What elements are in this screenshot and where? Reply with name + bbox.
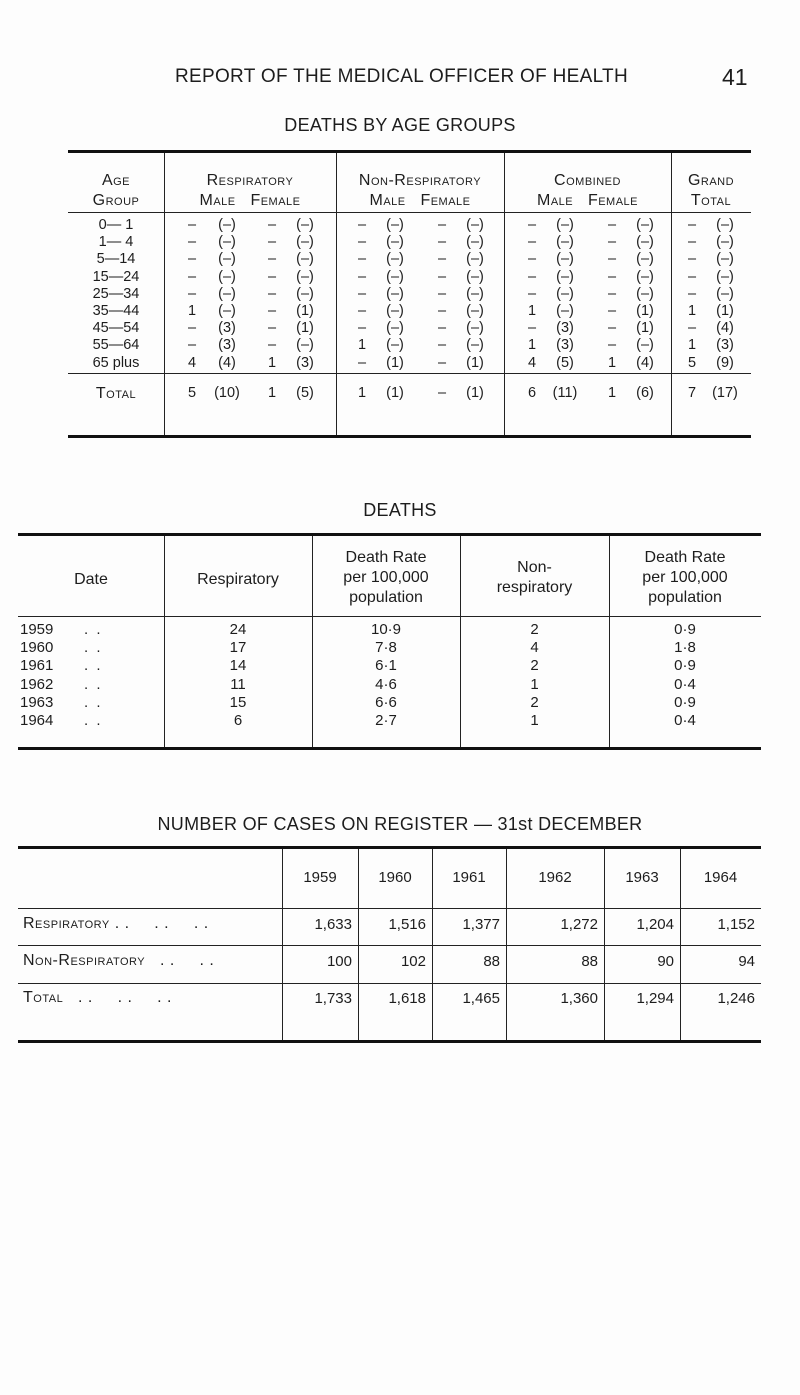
value-cell: 0·9 [674, 693, 696, 711]
count-cell: – [267, 337, 277, 354]
value-cell: 1,272 [560, 916, 598, 933]
previous-count-cell: (3) [716, 337, 734, 354]
previous-count-cell: (1) [636, 320, 654, 337]
value-cell: 1,465 [462, 990, 500, 1007]
year-header: 1963 [625, 869, 659, 886]
previous-count-cell: (–) [466, 337, 484, 354]
header-line: Respiratory [197, 571, 279, 588]
table-row [18, 657, 761, 676]
heading-deaths: DEATHS [363, 500, 437, 520]
table-row [68, 355, 751, 373]
previous-count-cell: (–) [218, 234, 236, 251]
count-cell: – [437, 234, 447, 251]
previous-count-cell: (–) [386, 285, 404, 302]
count-cell: – [607, 320, 617, 337]
count-cell: – [527, 268, 537, 285]
count-cell: 5 [187, 385, 197, 401]
previous-count-cell: (6) [636, 385, 654, 401]
previous-count-cell: (4) [636, 354, 654, 371]
count-cell: – [527, 217, 537, 233]
leader-dots: . . [84, 657, 103, 675]
count-cell: – [437, 320, 447, 337]
count-cell: 1 [607, 354, 617, 371]
row-label: Respiratory . . . . . . [23, 915, 209, 932]
count-cell: – [187, 320, 197, 337]
previous-count-cell: (–) [218, 268, 236, 285]
value-cell: 1,377 [462, 916, 500, 933]
table-row [68, 303, 751, 321]
count-cell: 4 [187, 354, 197, 371]
total-label: Total [95, 385, 137, 402]
year-cell: 1961 [20, 657, 54, 675]
previous-count-cell: (3) [218, 337, 236, 354]
value-cell: 1,294 [636, 990, 674, 1007]
value-cell: 6 [233, 712, 243, 729]
value-cell: 4·6 [375, 675, 397, 693]
cases-register-table [18, 846, 761, 1043]
table-row [68, 234, 751, 252]
leader-dots: . . [84, 639, 103, 657]
count-cell: – [267, 320, 277, 337]
count-cell: – [527, 234, 537, 251]
previous-count-cell: (–) [296, 217, 314, 233]
running-header [0, 66, 800, 96]
heading-deaths-by-age: DEATHS BY AGE GROUPS [284, 115, 516, 135]
count-cell: – [267, 217, 277, 233]
table-row [18, 676, 761, 695]
combined-header: Combined Male Female [536, 172, 639, 209]
heading-cases-register: NUMBER OF CASES ON REGISTER — 31st DECEMBER [157, 814, 643, 834]
column-header [18, 570, 164, 590]
value-cell: 1,204 [636, 916, 674, 933]
count-cell: 1 [267, 354, 277, 371]
count-cell: – [267, 234, 277, 251]
previous-count-cell: (3) [296, 354, 314, 371]
previous-count-cell: (–) [218, 303, 236, 319]
value-cell: 1,152 [717, 916, 755, 933]
count-cell: – [187, 234, 197, 251]
previous-count-cell: (–) [466, 268, 484, 285]
count-cell: – [607, 251, 617, 268]
year-cell: 1964 [20, 712, 54, 729]
value-cell: 15 [229, 693, 247, 711]
count-cell: 1 [527, 303, 537, 319]
previous-count-cell: (–) [716, 285, 734, 302]
previous-count-cell: (–) [296, 251, 314, 268]
previous-count-cell: (–) [636, 217, 654, 233]
value-cell: 0·4 [674, 712, 696, 729]
count-cell: – [357, 217, 367, 233]
count-cell: 1 [267, 385, 277, 401]
previous-count-cell: (–) [556, 268, 574, 285]
count-cell: – [267, 251, 277, 268]
value-cell: 0·4 [674, 675, 696, 693]
age-group-cell: 65 plus [92, 354, 140, 371]
value-cell: 0·9 [674, 657, 696, 675]
count-cell: – [267, 268, 277, 285]
value-cell: 1,733 [314, 990, 352, 1007]
value-cell: 88 [581, 953, 598, 970]
previous-count-cell: (–) [386, 337, 404, 354]
value-cell: 94 [738, 953, 755, 970]
table-row [68, 286, 751, 304]
count-cell: – [437, 268, 447, 285]
header-line: population [349, 589, 423, 606]
value-cell: 6·1 [375, 657, 397, 675]
count-cell: – [437, 385, 447, 401]
count-cell: 1 [607, 385, 617, 401]
previous-count-cell: (3) [218, 320, 236, 337]
previous-count-cell: (1) [296, 320, 314, 337]
value-cell: 10·9 [370, 621, 402, 638]
count-cell: – [357, 320, 367, 337]
count-cell: 6 [527, 385, 537, 401]
non-respiratory-header: Non-Respiratory Male Female [358, 172, 482, 209]
previous-count-cell: (1) [636, 303, 654, 319]
previous-count-cell: (–) [556, 303, 574, 319]
previous-count-cell: (–) [466, 285, 484, 302]
previous-count-cell: (1) [296, 303, 314, 319]
count-cell: – [687, 251, 697, 268]
age-group-cell: 55—64 [92, 337, 140, 354]
previous-count-cell: (–) [296, 268, 314, 285]
value-cell: 2 [530, 693, 539, 711]
previous-count-cell: (–) [466, 234, 484, 251]
count-cell: – [187, 285, 197, 302]
count-cell: – [437, 217, 447, 233]
previous-count-cell: (5) [556, 354, 574, 371]
previous-count-cell: (–) [296, 234, 314, 251]
page-number: 41 [722, 64, 748, 90]
previous-count-cell: (–) [218, 251, 236, 268]
value-cell: 14 [229, 657, 247, 675]
count-cell: – [437, 303, 447, 319]
table-row [68, 251, 751, 269]
count-cell: – [607, 234, 617, 251]
year-cell: 1962 [20, 675, 54, 693]
deaths-by-age-table [68, 150, 751, 438]
previous-count-cell: (–) [386, 217, 404, 233]
count-cell: – [527, 320, 537, 337]
previous-count-cell: (–) [636, 337, 654, 354]
previous-count-cell: (–) [386, 251, 404, 268]
column-header [609, 548, 761, 608]
count-cell: – [687, 285, 697, 302]
count-cell: – [437, 251, 447, 268]
count-cell: – [437, 285, 447, 302]
previous-count-cell: (–) [636, 234, 654, 251]
age-group-cell: 15—24 [92, 268, 140, 285]
value-cell: 1 [530, 712, 539, 729]
value-cell: 88 [483, 953, 500, 970]
age-group-header: Age Group [92, 172, 140, 209]
count-cell: – [607, 217, 617, 233]
previous-count-cell: (1) [466, 385, 484, 401]
previous-count-cell: (11) [552, 385, 578, 401]
previous-count-cell: (–) [716, 251, 734, 268]
table-row [18, 621, 761, 640]
row-label: Total . . . . . . [23, 989, 172, 1006]
value-cell: 17 [229, 639, 247, 657]
table-row [68, 320, 751, 338]
count-cell: – [187, 251, 197, 268]
count-cell: – [357, 268, 367, 285]
age-group-cell: 35—44 [92, 303, 140, 319]
value-cell: 24 [229, 621, 247, 638]
table-row [68, 217, 751, 235]
column-header [312, 548, 460, 608]
age-group-cell: 5—14 [96, 251, 136, 268]
previous-count-cell: (–) [716, 234, 734, 251]
header-line: Death Rate [345, 549, 427, 566]
header-line: population [648, 589, 722, 606]
count-cell: 1 [187, 303, 197, 319]
count-cell: 1 [357, 337, 367, 354]
header-line: per 100,000 [343, 569, 429, 586]
previous-count-cell: (–) [296, 285, 314, 302]
value-cell: 1,618 [388, 990, 426, 1007]
previous-count-cell: (–) [636, 268, 654, 285]
value-cell: 100 [326, 953, 352, 970]
count-cell: – [437, 354, 447, 371]
value-cell: 1·8 [674, 639, 696, 657]
year-cell: 1960 [20, 639, 54, 657]
previous-count-cell: (–) [556, 285, 574, 302]
previous-count-cell: (–) [386, 320, 404, 337]
year-header: 1964 [703, 869, 738, 886]
count-cell: – [187, 268, 197, 285]
previous-count-cell: (–) [386, 268, 404, 285]
header-line: Date [74, 571, 108, 588]
value-cell: 7·8 [375, 639, 397, 657]
previous-count-cell: (–) [466, 251, 484, 268]
count-cell: – [527, 285, 537, 302]
table-row [68, 337, 751, 355]
previous-count-cell: (1) [466, 354, 484, 371]
count-cell: – [687, 320, 697, 337]
previous-count-cell: (5) [296, 385, 314, 401]
count-cell: – [607, 268, 617, 285]
leader-dots: . . [84, 675, 103, 693]
year-header: 1960 [378, 869, 412, 886]
previous-count-cell: (–) [218, 217, 236, 233]
count-cell: – [607, 285, 617, 302]
value-cell: 1,633 [314, 916, 352, 933]
value-cell: 11 [230, 675, 246, 693]
value-cell: 1,246 [717, 990, 755, 1007]
previous-count-cell: (4) [218, 354, 236, 371]
previous-count-cell: (10) [214, 385, 240, 401]
year-header: 1962 [538, 869, 572, 886]
previous-count-cell: (–) [716, 268, 734, 285]
count-cell: – [687, 268, 697, 285]
previous-count-cell: (–) [386, 303, 404, 319]
header-line: Death Rate [644, 549, 726, 566]
previous-count-cell: (–) [636, 251, 654, 268]
value-cell: 2 [530, 621, 539, 638]
count-cell: – [357, 234, 367, 251]
year-header: 1961 [452, 869, 486, 886]
count-cell: – [267, 303, 277, 319]
value-cell: 4 [530, 639, 539, 657]
leader-dots: . . [84, 621, 103, 638]
previous-count-cell: (–) [296, 337, 314, 354]
table-row [68, 385, 751, 403]
count-cell: – [357, 251, 367, 268]
count-cell: 7 [687, 385, 697, 401]
column-header [460, 558, 609, 598]
table-row [68, 269, 751, 287]
value-cell: 102 [400, 953, 426, 970]
count-cell: 4 [527, 354, 537, 371]
count-cell: – [527, 251, 537, 268]
previous-count-cell: (17) [712, 385, 738, 401]
table-row [18, 712, 761, 731]
count-cell: – [687, 234, 697, 251]
header-title: REPORT OF THE MEDICAL OFFICER OF HEALTH [175, 66, 628, 87]
previous-count-cell: (–) [636, 285, 654, 302]
value-cell: 1 [530, 675, 539, 693]
year-cell: 1963 [20, 693, 54, 711]
header-line: Non- [517, 559, 552, 576]
leader-dots: . . [84, 693, 103, 711]
count-cell: 5 [687, 354, 697, 371]
value-cell: 2 [530, 657, 539, 675]
deaths-rates-table [18, 533, 761, 750]
previous-count-cell: (–) [218, 285, 236, 302]
age-group-cell: 1— 4 [98, 234, 134, 251]
value-cell: 2·7 [375, 712, 397, 729]
count-cell: 1 [527, 337, 537, 354]
previous-count-cell: (–) [466, 217, 484, 233]
previous-count-cell: (4) [716, 320, 734, 337]
value-cell: 90 [657, 953, 674, 970]
count-cell: 1 [357, 385, 367, 401]
previous-count-cell: (–) [556, 234, 574, 251]
previous-count-cell: (3) [556, 337, 574, 354]
count-cell: – [437, 337, 447, 354]
previous-count-cell: (–) [556, 217, 574, 233]
previous-count-cell: (1) [716, 303, 734, 319]
value-cell: 0·9 [674, 621, 696, 638]
previous-count-cell: (9) [716, 354, 734, 371]
table-row [18, 694, 761, 713]
row-label: Non-Respiratory . . . . [23, 952, 215, 969]
count-cell: – [267, 285, 277, 302]
header-line: per 100,000 [642, 569, 728, 586]
count-cell: – [357, 354, 367, 371]
previous-count-cell: (1) [386, 385, 404, 401]
count-cell: – [357, 285, 367, 302]
age-group-cell: 25—34 [92, 285, 140, 302]
respiratory-header: Respiratory Male Female [199, 172, 301, 209]
count-cell: – [187, 337, 197, 354]
previous-count-cell: (1) [386, 354, 404, 371]
column-header [164, 570, 312, 590]
value-cell: 6·6 [375, 693, 397, 711]
age-group-cell: 0— 1 [98, 217, 134, 233]
count-cell: – [607, 303, 617, 319]
previous-count-cell: (–) [556, 251, 574, 268]
previous-count-cell: (–) [466, 303, 484, 319]
previous-count-cell: (–) [716, 217, 734, 233]
grand-total-header: Grand Total [687, 172, 735, 209]
count-cell: – [187, 217, 197, 233]
previous-count-cell: (–) [466, 320, 484, 337]
age-group-cell: 45—54 [92, 320, 140, 337]
count-cell: – [607, 337, 617, 354]
header-line: respiratory [496, 579, 573, 596]
year-header: 1959 [303, 869, 337, 886]
value-cell: 1,516 [388, 916, 426, 933]
year-cell: 1959 [20, 621, 54, 638]
count-cell: – [687, 217, 697, 233]
count-cell: 1 [687, 303, 697, 319]
previous-count-cell: (3) [556, 320, 574, 337]
value-cell: 1,360 [560, 990, 598, 1007]
table-row [18, 639, 761, 658]
leader-dots: . . [84, 712, 103, 729]
count-cell: – [357, 303, 367, 319]
count-cell: 1 [687, 337, 697, 354]
previous-count-cell: (–) [386, 234, 404, 251]
